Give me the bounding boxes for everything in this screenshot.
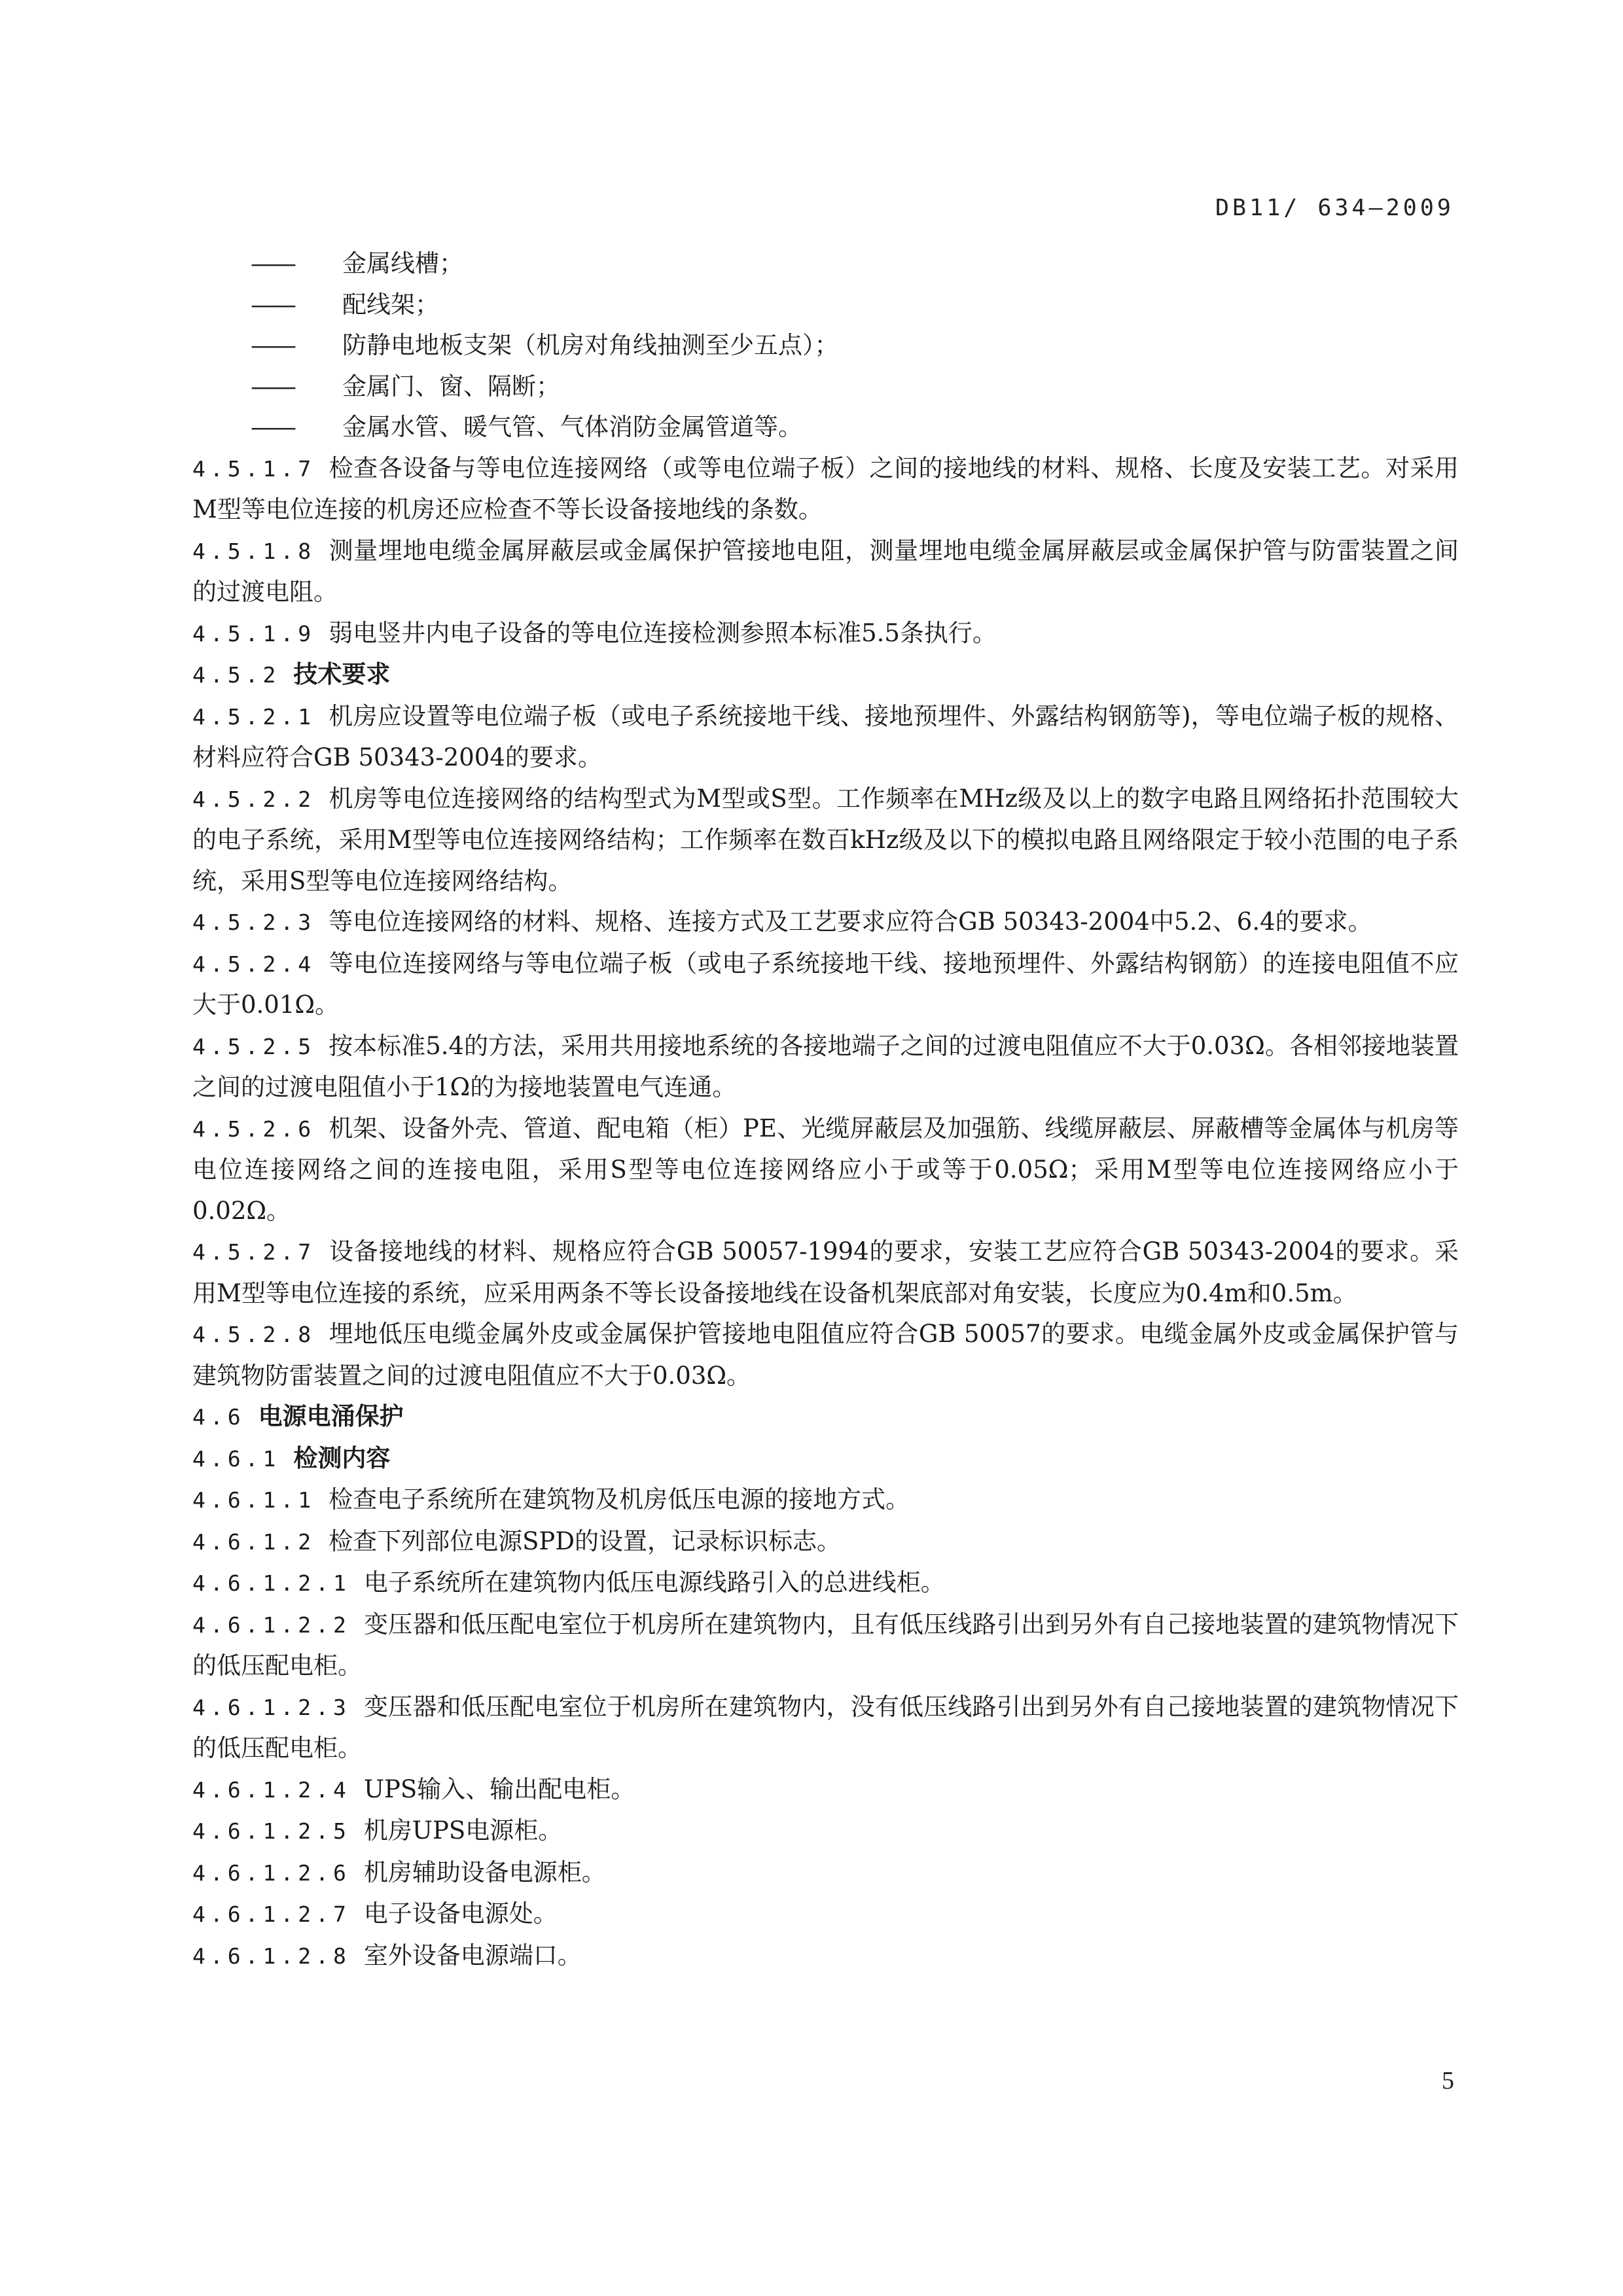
clause-number: 4.6.1.2.1: [192, 1570, 351, 1596]
clause-number: 4.5.2.1: [192, 703, 316, 730]
clause-text: 检查各设备与等电位连接网络（或等电位端子板）之间的接地线的材料、规格、长度及安装工艺。对采用M型等电位连接的机房还应检查不等长设备接地线的条数。: [192, 453, 1459, 523]
clause-4-5-1-7: [192, 448, 1459, 531]
section-heading-4-5-2: [192, 654, 1459, 696]
clause-4-5-1-8: [192, 531, 1459, 613]
clause-4-5-2-8: [192, 1314, 1459, 1396]
page-number: 5: [1442, 2067, 1454, 2094]
clause-number: 4.6.1: [192, 1445, 281, 1472]
body-text: [192, 243, 1459, 1977]
clause-number: 4.5.2.2: [192, 786, 316, 812]
dash-bullet: ——: [251, 249, 294, 277]
list-item: —— 防静电地板支架（机房对角线抽测至少五点）；: [192, 325, 1459, 366]
clause-number: 4.5.1.7: [192, 455, 316, 482]
section-heading-4-6-1: [192, 1438, 1459, 1480]
clause-number: 4.6.1.2.7: [192, 1901, 351, 1927]
dash-bullet: ——: [251, 413, 294, 441]
clause-4-5-2-4: [192, 944, 1459, 1026]
clause-number: 4.5.1.9: [192, 620, 316, 646]
clause-4-5-1-9: [192, 613, 1459, 655]
clause-text: 室外设备电源端口。: [363, 1941, 582, 1969]
clause-number: 4.6.1.2.3: [192, 1694, 351, 1720]
dash-bullet: ——: [251, 331, 294, 359]
clause-number: 4.5.2: [192, 662, 281, 688]
clause-4-6-1-2-4: [192, 1769, 1459, 1811]
clause-number: 4.5.2.3: [192, 910, 316, 935]
clause-4-6-1-2-2: [192, 1604, 1459, 1687]
clause-4-5-2-7: [192, 1231, 1459, 1314]
clause-4-6-1-2-1: [192, 1563, 1459, 1604]
section-heading: 电源电涌保护: [258, 1402, 404, 1430]
clause-number: 4.6.1.2.4: [192, 1776, 351, 1803]
clause-text: 机房UPS电源柜。: [363, 1816, 563, 1845]
dash-bullet: ——: [251, 290, 294, 319]
clause-text: 弱电竖井内电子设备的等电位连接检测参照本标准5.5条执行。: [329, 618, 997, 647]
clause-4-5-2-5: [192, 1026, 1459, 1108]
clause-4-5-2-1: [192, 696, 1459, 779]
standard-code-header: DB11/ 634—2009: [1215, 195, 1454, 221]
clause-number: 4.6.1.1: [192, 1487, 316, 1513]
clause-number: 4.6: [192, 1404, 245, 1430]
clause-text: 变压器和低压配电室位于机房所在建筑物内，且有低压线路引出到另外有自己接地装置的建筑物情况下的低压配电柜。: [192, 1610, 1459, 1680]
section-heading-4-6: [192, 1396, 1459, 1438]
clause-text: 电子系统所在建筑物内低压电源线路引入的总进线柜。: [363, 1568, 945, 1597]
clause-text: UPS输入、输出配电柜。: [363, 1775, 635, 1803]
clause-number: 4.6.1.2.2: [192, 1612, 351, 1638]
clause-number: 4.6.1.2.6: [192, 1860, 351, 1886]
clause-text: 按本标准5.4的方法，采用共用接地系统的各接地端子之间的过渡电阻值应不大于0.03Ω。各相邻接地装置之间的过渡电阻值小于1Ω的为接地装置电气连通。: [192, 1031, 1459, 1101]
clause-text: 变压器和低压配电室位于机房所在建筑物内，没有低压线路引出到另外有自己接地装置的建筑物情况下的低压配电柜。: [192, 1692, 1459, 1762]
clause-number: 4.5.2.8: [192, 1322, 316, 1347]
clause-4-5-2-2: [192, 779, 1459, 902]
clause-number: 4.6.1.2: [192, 1528, 316, 1555]
clause-4-6-1-2: [192, 1521, 1459, 1563]
section-heading: 技术要求: [293, 660, 391, 688]
clause-text: 等电位连接网络与等电位端子板（或电子系统接地干线、接地预埋件、外露结构钢筋）的连接电阻值不应大于0.01Ω。: [192, 949, 1459, 1019]
clause-number: 4.5.1.8: [192, 538, 316, 564]
clause-number: 4.5.2.7: [192, 1239, 316, 1265]
clause-text: 机房应设置等电位端子板（或电子系统接地干线、接地预埋件、外露结构钢筋等)，等电位端子板的规格、材料应符合GB 50343-2004的要求。: [192, 701, 1459, 771]
clause-number: 4.5.2.5: [192, 1033, 316, 1059]
clause-text: 机架、设备外壳、管道、配电箱（柜）PE、光缆屏蔽层及加强筋、线缆屏蔽层、屏蔽槽等金属体与机房等电位连接网络之间的连接电阻，采用S型等电位连接网络应小于或等于0.05Ω；采用M型等电位连接网络应小于0.02Ω。: [192, 1114, 1459, 1225]
clause-text: 机房辅助设备电源柜。: [363, 1858, 606, 1886]
clause-4-6-1-2-8: [192, 1935, 1459, 1977]
clause-text: 检查电子系统所在建筑物及机房低压电源的接地方式。: [329, 1485, 910, 1513]
clause-4-6-1-2-5: [192, 1810, 1459, 1852]
section-heading: 检测内容: [293, 1443, 391, 1472]
clause-4-5-2-3: [192, 902, 1459, 944]
clause-4-6-1-2-3: [192, 1687, 1459, 1769]
clause-text: 设备接地线的材料、规格应符合GB 50057-1994的要求，安装工艺应符合GB 50343-2004的要求。采用M型等电位连接的系统，应采用两条不等长设备接地线在设备机架底部对角安装，长度应为0.4m和0.5m。: [192, 1237, 1459, 1307]
list-item: —— 配线架；: [192, 285, 1459, 326]
clause-text: 检查下列部位电源SPD的设置，记录标识标志。: [329, 1527, 841, 1555]
list-item: —— 金属水管、暖气管、气体消防金属管道等。: [192, 407, 1459, 448]
clause-text: 埋地低压电缆金属外皮或金属保护管接地电阻值应符合GB 50057的要求。电缆金属外皮或金属保护管与建筑物防雷装置之间的过渡电阻值应不大于0.03Ω。: [192, 1320, 1459, 1390]
clause-4-6-1-2-6: [192, 1852, 1459, 1894]
list-item: —— 金属线槽；: [192, 243, 1459, 285]
clause-text: 测量埋地电缆金属屏蔽层或金属保护管接地电阻，测量埋地电缆金属屏蔽层或金属保护管与防雷装置之间的过渡电阻。: [192, 536, 1459, 606]
clause-number: 4.5.2.6: [192, 1116, 316, 1142]
clause-4-5-2-6: [192, 1108, 1459, 1232]
clause-text: 电子设备电源处。: [363, 1899, 558, 1928]
clause-4-6-1-2-7: [192, 1894, 1459, 1935]
clause-4-6-1-1: [192, 1479, 1459, 1521]
clause-number: 4.6.1.2.8: [192, 1943, 351, 1969]
list-item: —— 金属门、窗、隔断；: [192, 366, 1459, 408]
dash-bullet: ——: [251, 372, 294, 400]
clause-text: 等电位连接网络的材料、规格、连接方式及工艺要求应符合GB 50343-2004中5.2、6.4的要求。: [329, 908, 1372, 936]
clause-number: 4.6.1.2.5: [192, 1818, 351, 1844]
clause-text: 机房等电位连接网络的结构型式为M型或S型。工作频率在MHz级及以上的数字电路且网络拓扑范围较大的电子系统，采用M型等电位连接网络结构；工作频率在数百kHz级及以下的模拟电路且网络限定于较小范围的电子系统，采用S型等电位连接网络结构。: [192, 784, 1459, 895]
clause-number: 4.5.2.4: [192, 951, 316, 977]
